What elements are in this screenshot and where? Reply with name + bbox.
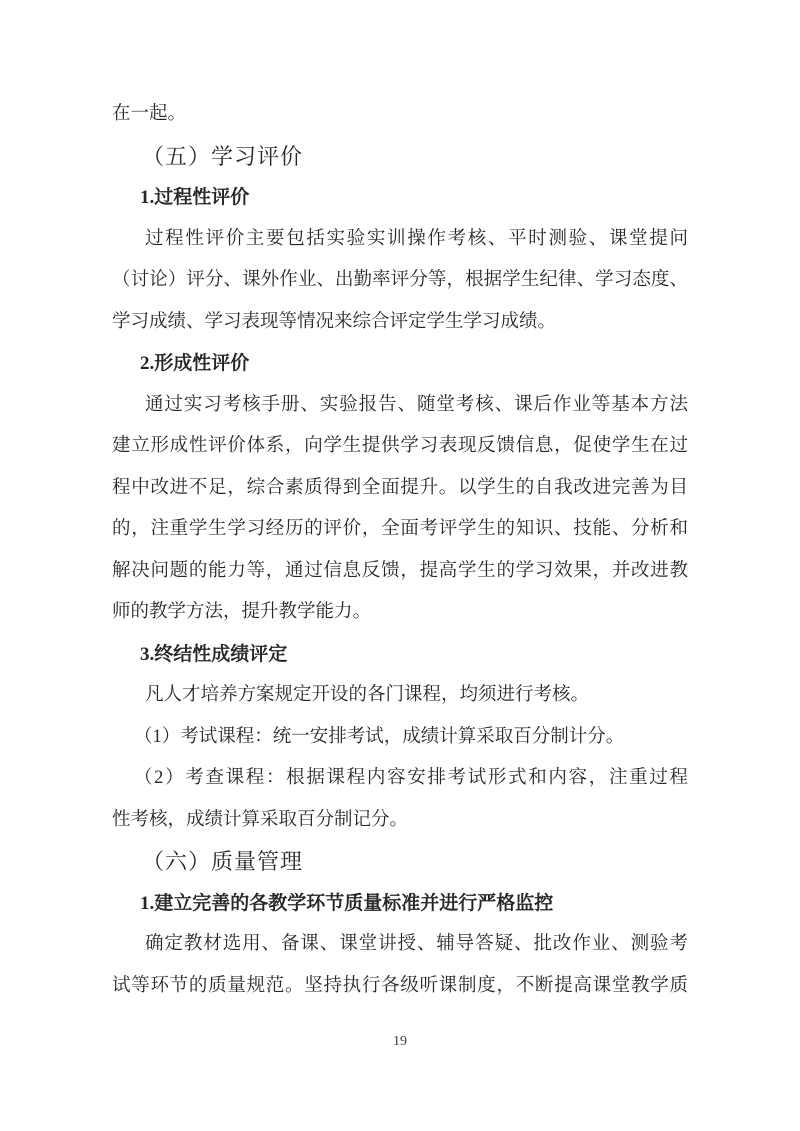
paragraph-line: 过程性评价主要包括实验实训操作考核、平时测验、课堂提问 [145, 228, 688, 249]
paragraph-line: 在一起。 [112, 104, 187, 124]
paragraph-line: 确定教材选用、备课、课堂讲授、辅导答疑、批改作业、测验考 [145, 934, 688, 954]
paragraph-line: 建立形成性评价体系，向学生提供学习表现反馈信息，促使学生在过 [112, 436, 688, 456]
paragraph-line-exam-courses: （1）考试课程：统一安排考试，成绩计算采取百分制计分。 [134, 726, 625, 747]
subheading-quality-standards: 1.建立完善的各教学环节质量标准并进行严格监控 [140, 892, 554, 914]
section-heading-quality-management: （六）质量管理 [142, 849, 304, 874]
paragraph-line-assessment-courses: （2）考查课程：根据课程内容安排考试形式和内容，注重过程 [134, 768, 688, 788]
paragraph-line: 通过实习考核手册、实验报告、随堂考核、课后作业等基本方法 [145, 394, 688, 415]
paragraph-line: 学习成绩、学习表现等情况来综合评定学生学习成绩。 [112, 311, 557, 332]
subheading-process-evaluation: 1.过程性评价 [140, 187, 250, 208]
paragraph-line: 程中改进不足，综合素质得到全面提升。以学生的自我改进完善为目 [112, 477, 688, 498]
section-heading-learning-evaluation: （五）学习评价 [142, 143, 304, 169]
subheading-summative-grading: 3.终结性成绩评定 [140, 643, 288, 665]
document-content [112, 94, 688, 1007]
page-number: 19 [393, 1034, 407, 1049]
subheading-formative-evaluation: 2.形成性评价 [140, 353, 250, 374]
paragraph-line: 的，注重学生学习经历的评价，全面考评学生的知识、技能、分析和 [112, 519, 688, 539]
paragraph-line: 试等环节的质量规范。坚持执行各级听课制度，不断提高课堂教学质 [112, 975, 688, 996]
paragraph-line: 解决问题的能力等，通过信息反馈，提高学生的学习效果，并改进教 [112, 560, 688, 581]
paragraph-line: （讨论）评分、课外作业、出勤率评分等，根据学生纪律、学习态度、 [112, 270, 688, 290]
paragraph-line: 性考核，成绩计算采取百分制记分。 [112, 809, 409, 830]
paragraph-line: 师的教学方法，提升教学能力。 [112, 602, 372, 622]
paragraph-line: 凡人才培养方案规定开设的各门课程，均须进行考核。 [145, 685, 590, 705]
